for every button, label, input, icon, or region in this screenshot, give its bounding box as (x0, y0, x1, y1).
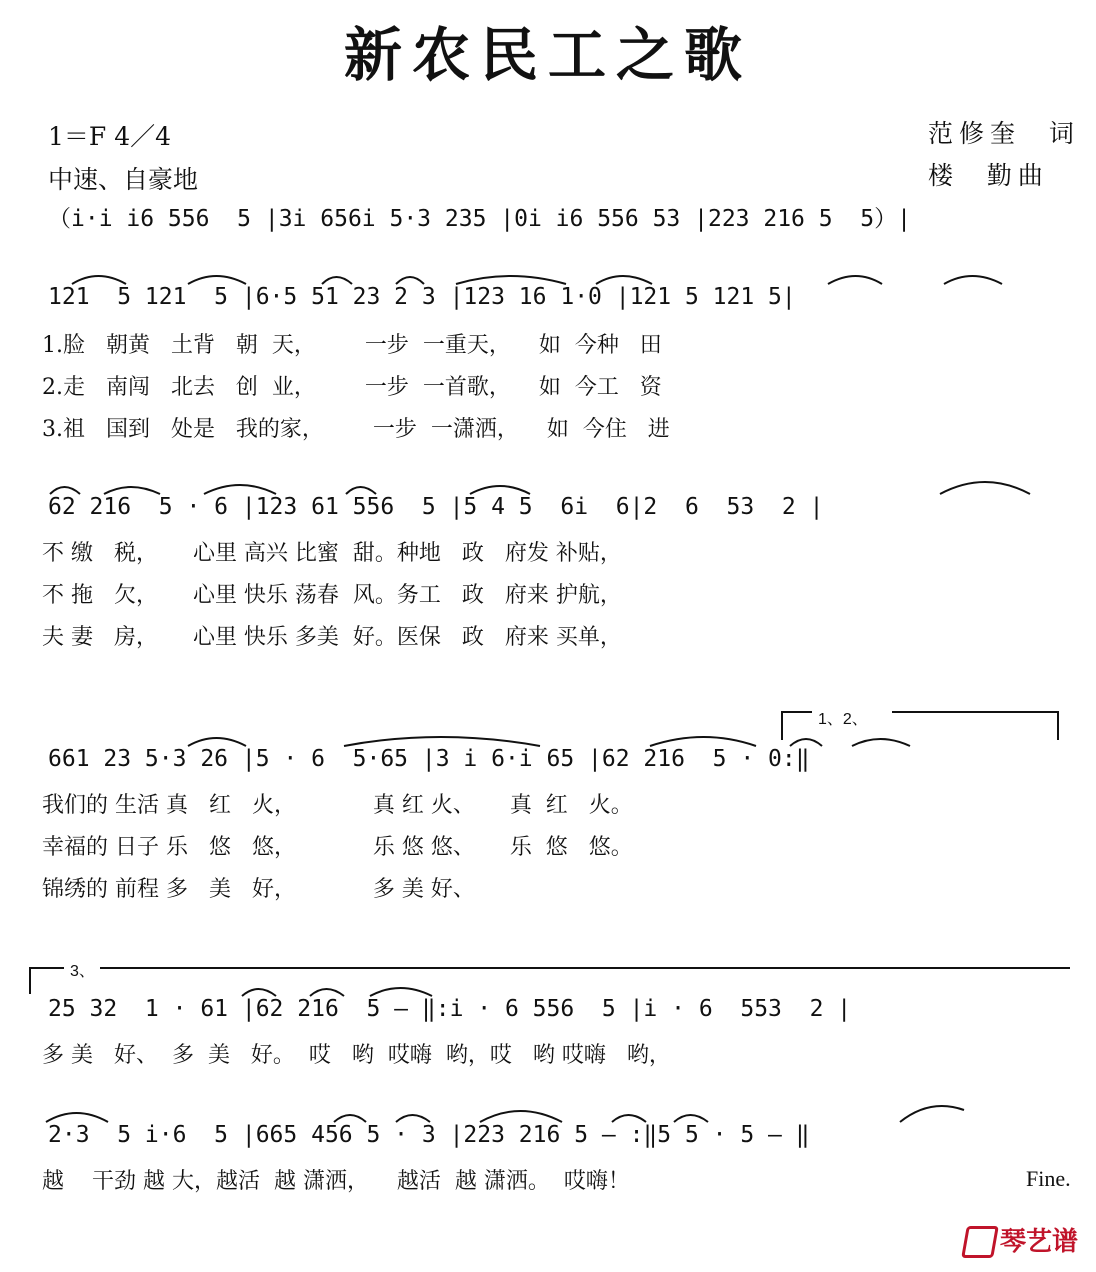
row3-notes: 661 23 5·3 26 |5 · 6 5·65 |3 i 6·i 65 |62 216 5 · 0:‖ (48, 746, 810, 772)
logo-text: 琴艺谱 (999, 1226, 1078, 1257)
row3-lyric-verse1: 我们的 生活 真 红 火， 真 红 火、 真 红 火。 (42, 793, 633, 818)
row3-lyric-verse3: 锦绣的 前程 多 美 好， 多 美 好、 (42, 877, 475, 902)
row5-notes: 2·3 5 i·6 5 |665 456 5 · 3 |223 216 5 — :‖5 5 · 5 — ‖ (48, 1122, 810, 1148)
row1-lyric-verse3: 3.祖 国到 处是 我的家， 一步 一潇洒， 如 今住 进 (42, 417, 670, 442)
song-title: 新农民工之歌 (343, 21, 752, 89)
row2-notes: 62 216 5 · 6 |123 61 556 5 |5 4 5 6i 6|2 6 53 2 | (48, 494, 824, 520)
logo-mark-icon (961, 1226, 999, 1258)
tempo-marking: 中速、自豪地 (48, 165, 199, 194)
row2-lyric-verse2: 不 拖 欠， 心里 快乐 荡春 风。务工 政 府来 护航， (42, 583, 622, 608)
row1-lyric-verse2: 2.走 南闯 北去 创 业， 一步 一首歌， 如 今工 资 (42, 375, 662, 400)
row2-lyric-verse1: 不 缴 税， 心里 高兴 比蜜 甜。种地 政 府发 补贴， (42, 541, 622, 566)
row2-lyric-verse3: 夫 妻 房， 心里 快乐 多美 好。医保 政 府来 买单， (42, 625, 622, 650)
composer-credit: 楼 勤曲 (928, 161, 1049, 190)
site-logo (964, 1221, 1078, 1259)
row4-notes: 25 32 1 · 61 |62 216 5 — ‖:i · 6 556 5 |i · 6 553 2 | (48, 996, 852, 1022)
intro-notes: （i·i i6 556 5 |3i 656i 5·3 235 |0i i6 556 53 |223 216 5 5）| (48, 206, 911, 232)
fine-marking: Fine. (1026, 1166, 1071, 1191)
volta-3-label: 3、 (70, 963, 95, 980)
row1-lyric-verse1: 1.脸 朝黄 土背 朝 天， 一步 一重天， 如 今种 田 (42, 333, 662, 358)
row5-lyric: 越 干劲 越 大，越活 越 潇洒， 越活 越 潇洒。 哎嗨！ (42, 1169, 630, 1194)
lyricist-credit: 范修奎 词 (928, 119, 1080, 148)
row1-notes: 121 5 121 5 |6·5 51 23 2 3 |123 16 1·0 |121 5 121 5| (48, 284, 796, 310)
volta-1-2-label: 1、2、 (818, 711, 868, 728)
row4-lyric: 多 美 好、 多 美 好。 哎 哟 哎嗨 哟，哎 哟 哎嗨 哟， (42, 1043, 671, 1068)
row3-lyric-verse2: 幸福的 日子 乐 悠 悠， 乐 悠 悠、 乐 悠 悠。 (42, 835, 633, 860)
key-signature: 1＝F 4／4 (48, 122, 172, 151)
